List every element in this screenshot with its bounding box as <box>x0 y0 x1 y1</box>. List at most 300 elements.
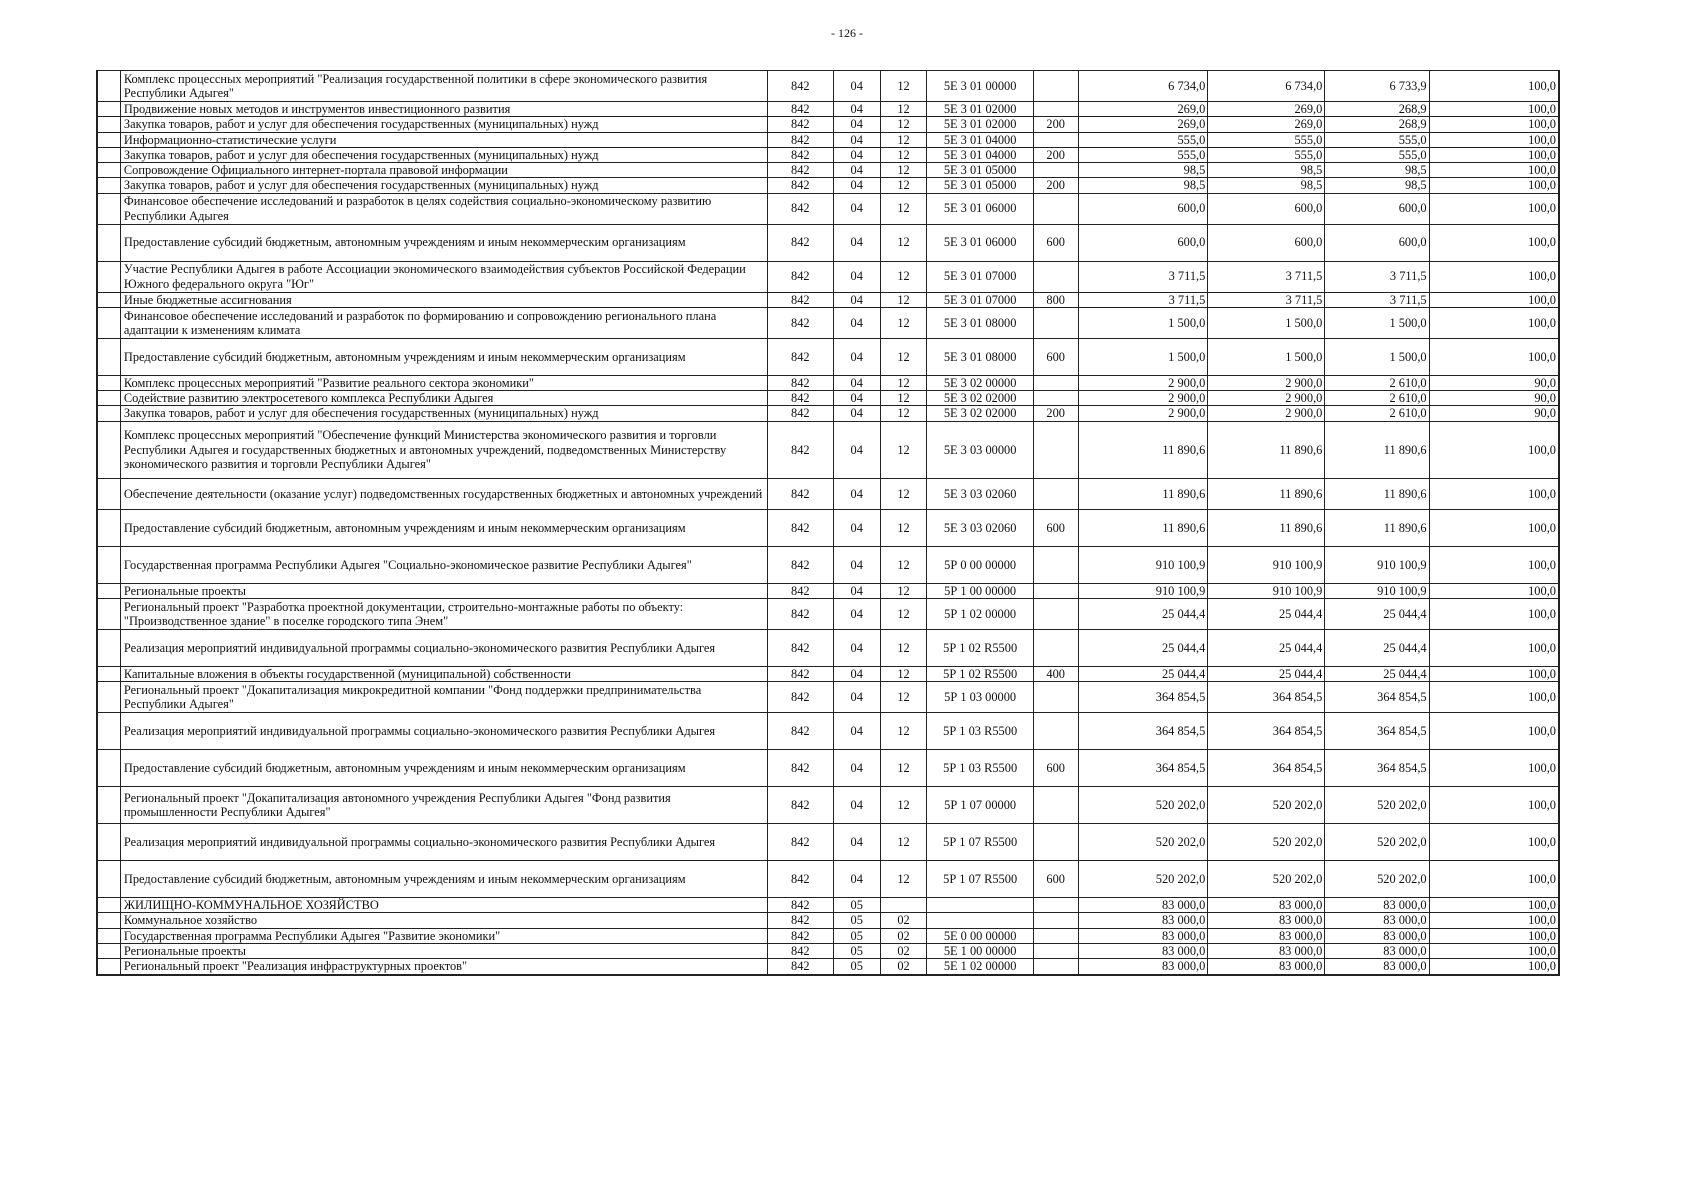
table-row <box>97 224 1559 261</box>
row-name-cell: Реализация мероприятий индивидуальной программы социально-экономического развития Республики Адыгея <box>120 824 767 861</box>
refined-amount-cell: 2 900,0 <box>1208 406 1325 421</box>
grbs-code-cell: 842 <box>767 750 833 787</box>
section-code-cell: 04 <box>833 292 880 307</box>
table-row <box>97 666 1559 681</box>
table-row <box>97 682 1559 713</box>
row-gutter <box>97 478 120 509</box>
approved-amount-cell: 555,0 <box>1078 132 1208 147</box>
section-code-cell: 04 <box>833 629 880 666</box>
expense-type-code-cell: 200 <box>1033 178 1078 193</box>
table-row <box>97 117 1559 132</box>
executed-amount-cell: 555,0 <box>1325 132 1429 147</box>
target-article-code-cell: 5Е 3 01 08000 <box>927 307 1033 338</box>
row-gutter <box>97 132 120 147</box>
execution-percent-cell: 100,0 <box>1429 959 1559 975</box>
row-gutter <box>97 629 120 666</box>
approved-amount-cell: 364 854,5 <box>1078 713 1208 750</box>
subsection-code-cell: 12 <box>880 509 927 546</box>
refined-amount-cell: 520 202,0 <box>1208 824 1325 861</box>
subsection-code-cell: 12 <box>880 375 927 390</box>
target-article-code-cell: 5Е 3 01 02000 <box>927 117 1033 132</box>
section-code-cell: 04 <box>833 598 880 629</box>
target-article-code-cell: 5Е 3 01 07000 <box>927 292 1033 307</box>
target-article-code-cell: 5Е 3 01 04000 <box>927 132 1033 147</box>
executed-amount-cell: 1 500,0 <box>1325 338 1429 375</box>
approved-amount-cell: 2 900,0 <box>1078 391 1208 406</box>
row-name-cell: Предоставление субсидий бюджетным, автономным учреждениям и иным некоммерческим организациям <box>120 338 767 375</box>
execution-percent-cell: 100,0 <box>1429 750 1559 787</box>
execution-percent-cell: 100,0 <box>1429 666 1559 681</box>
execution-percent-cell: 100,0 <box>1429 629 1559 666</box>
subsection-code-cell: 12 <box>880 224 927 261</box>
refined-amount-cell: 98,5 <box>1208 163 1325 178</box>
table-row <box>97 307 1559 338</box>
table-row <box>97 478 1559 509</box>
subsection-code-cell: 12 <box>880 682 927 713</box>
approved-amount-cell: 11 890,6 <box>1078 478 1208 509</box>
execution-percent-cell: 100,0 <box>1429 583 1559 598</box>
target-article-code-cell: 5Р 1 02 R5500 <box>927 666 1033 681</box>
grbs-code-cell: 842 <box>767 102 833 117</box>
table-row <box>97 824 1559 861</box>
section-code-cell: 04 <box>833 406 880 421</box>
approved-amount-cell: 269,0 <box>1078 102 1208 117</box>
subsection-code-cell: 12 <box>880 629 927 666</box>
section-code-cell: 04 <box>833 546 880 583</box>
grbs-code-cell: 842 <box>767 307 833 338</box>
row-name-cell: Комплекс процессных мероприятий "Развитие реального сектора экономики" <box>120 375 767 390</box>
refined-amount-cell: 11 890,6 <box>1208 509 1325 546</box>
table-row <box>97 292 1559 307</box>
expense-type-code-cell <box>1033 959 1078 975</box>
approved-amount-cell: 269,0 <box>1078 117 1208 132</box>
executed-amount-cell: 83 000,0 <box>1325 898 1429 913</box>
refined-amount-cell: 3 711,5 <box>1208 261 1325 292</box>
approved-amount-cell: 600,0 <box>1078 193 1208 224</box>
subsection-code-cell: 12 <box>880 861 927 898</box>
execution-percent-cell: 100,0 <box>1429 178 1559 193</box>
expense-type-code-cell: 800 <box>1033 292 1078 307</box>
target-article-code-cell: 5Е 3 03 00000 <box>927 421 1033 478</box>
target-article-code-cell: 5Р 0 00 00000 <box>927 546 1033 583</box>
subsection-code-cell: 12 <box>880 102 927 117</box>
approved-amount-cell: 364 854,5 <box>1078 682 1208 713</box>
grbs-code-cell: 842 <box>767 391 833 406</box>
row-gutter <box>97 102 120 117</box>
execution-percent-cell: 90,0 <box>1429 391 1559 406</box>
section-code-cell: 04 <box>833 117 880 132</box>
row-gutter <box>97 928 120 943</box>
refined-amount-cell: 25 044,4 <box>1208 598 1325 629</box>
expense-type-code-cell: 600 <box>1033 861 1078 898</box>
grbs-code-cell: 842 <box>767 583 833 598</box>
section-code-cell: 04 <box>833 71 880 102</box>
section-code-cell: 05 <box>833 943 880 958</box>
target-article-code-cell: 5Е 3 01 08000 <box>927 338 1033 375</box>
subsection-code-cell: 12 <box>880 132 927 147</box>
target-article-code-cell: 5Р 1 07 R5500 <box>927 824 1033 861</box>
approved-amount-cell: 520 202,0 <box>1078 861 1208 898</box>
executed-amount-cell: 83 000,0 <box>1325 943 1429 958</box>
grbs-code-cell: 842 <box>767 959 833 975</box>
target-article-code-cell: 5Р 1 03 R5500 <box>927 750 1033 787</box>
approved-amount-cell: 555,0 <box>1078 147 1208 162</box>
table-row <box>97 913 1559 928</box>
table-row <box>97 338 1559 375</box>
section-code-cell: 04 <box>833 224 880 261</box>
approved-amount-cell: 25 044,4 <box>1078 629 1208 666</box>
target-article-code-cell: 5Р 1 02 00000 <box>927 598 1033 629</box>
row-name-cell: Иные бюджетные ассигнования <box>120 292 767 307</box>
section-code-cell: 04 <box>833 861 880 898</box>
row-name-cell: Финансовое обеспечение исследований и разработок в целях содействия социально-экономическому развитию Республики Адыгея <box>120 193 767 224</box>
refined-amount-cell: 600,0 <box>1208 193 1325 224</box>
grbs-code-cell: 842 <box>767 824 833 861</box>
approved-amount-cell: 83 000,0 <box>1078 928 1208 943</box>
grbs-code-cell: 842 <box>767 178 833 193</box>
subsection-code-cell: 12 <box>880 71 927 102</box>
approved-amount-cell: 520 202,0 <box>1078 824 1208 861</box>
grbs-code-cell: 842 <box>767 861 833 898</box>
expense-type-code-cell <box>1033 132 1078 147</box>
target-article-code-cell: 5Е 3 01 00000 <box>927 71 1033 102</box>
target-article-code-cell: 5Е 3 01 04000 <box>927 147 1033 162</box>
execution-percent-cell: 100,0 <box>1429 261 1559 292</box>
execution-percent-cell: 100,0 <box>1429 71 1559 102</box>
expense-type-code-cell <box>1033 478 1078 509</box>
approved-amount-cell: 910 100,9 <box>1078 546 1208 583</box>
expense-type-code-cell: 600 <box>1033 338 1078 375</box>
refined-amount-cell: 2 900,0 <box>1208 375 1325 390</box>
row-name-cell: Участие Республики Адыгея в работе Ассоциации экономического взаимодействия субъектов Российской Федерации Южного федерального округа "Юг" <box>120 261 767 292</box>
section-code-cell: 05 <box>833 898 880 913</box>
executed-amount-cell: 910 100,9 <box>1325 546 1429 583</box>
execution-percent-cell: 90,0 <box>1429 375 1559 390</box>
expense-type-code-cell <box>1033 928 1078 943</box>
approved-amount-cell: 25 044,4 <box>1078 666 1208 681</box>
approved-amount-cell: 11 890,6 <box>1078 421 1208 478</box>
executed-amount-cell: 25 044,4 <box>1325 629 1429 666</box>
target-article-code-cell <box>927 898 1033 913</box>
refined-amount-cell: 1 500,0 <box>1208 307 1325 338</box>
executed-amount-cell: 11 890,6 <box>1325 509 1429 546</box>
execution-percent-cell: 100,0 <box>1429 193 1559 224</box>
row-name-cell: Финансовое обеспечение исследований и разработок по формированию и сопровождению регионального плана адаптации к изменениям климата <box>120 307 767 338</box>
executed-amount-cell: 364 854,5 <box>1325 713 1429 750</box>
subsection-code-cell: 12 <box>880 406 927 421</box>
row-name-cell: Государственная программа Республики Адыгея "Социально-экономическое развитие Республики Адыгея" <box>120 546 767 583</box>
row-name-cell: Сопровождение Официального интернет-портала правовой информации <box>120 163 767 178</box>
row-name-cell: Предоставление субсидий бюджетным, автономным учреждениям и иным некоммерческим организациям <box>120 750 767 787</box>
subsection-code-cell: 02 <box>880 943 927 958</box>
approved-amount-cell: 83 000,0 <box>1078 943 1208 958</box>
target-article-code-cell: 5Е 3 02 00000 <box>927 375 1033 390</box>
row-gutter <box>97 421 120 478</box>
executed-amount-cell: 2 610,0 <box>1325 391 1429 406</box>
target-article-code-cell: 5Е 3 01 06000 <box>927 193 1033 224</box>
executed-amount-cell: 25 044,4 <box>1325 666 1429 681</box>
grbs-code-cell: 842 <box>767 375 833 390</box>
refined-amount-cell: 269,0 <box>1208 102 1325 117</box>
refined-amount-cell: 555,0 <box>1208 132 1325 147</box>
row-gutter <box>97 824 120 861</box>
subsection-code-cell: 12 <box>880 598 927 629</box>
executed-amount-cell: 98,5 <box>1325 178 1429 193</box>
row-gutter <box>97 546 120 583</box>
row-gutter <box>97 598 120 629</box>
subsection-code-cell: 12 <box>880 163 927 178</box>
row-name-cell: Реализация мероприятий индивидуальной программы социально-экономического развития Республики Адыгея <box>120 713 767 750</box>
section-code-cell: 04 <box>833 824 880 861</box>
row-gutter <box>97 117 120 132</box>
approved-amount-cell: 910 100,9 <box>1078 583 1208 598</box>
grbs-code-cell: 842 <box>767 546 833 583</box>
table-body <box>97 71 1559 975</box>
grbs-code-cell: 842 <box>767 598 833 629</box>
refined-amount-cell: 11 890,6 <box>1208 421 1325 478</box>
row-name-cell: Реализация мероприятий индивидуальной программы социально-экономического развития Республики Адыгея <box>120 629 767 666</box>
row-gutter <box>97 943 120 958</box>
row-name-cell: Комплекс процессных мероприятий "Обеспечение функций Министерства экономического развития и торговли Республики Адыгея и государственных бюджетных и автономных учреждений, подведомственных Министерству экономического развития и торговли Республики Адыгея" <box>120 421 767 478</box>
execution-percent-cell: 100,0 <box>1429 117 1559 132</box>
section-code-cell: 04 <box>833 713 880 750</box>
approved-amount-cell: 1 500,0 <box>1078 307 1208 338</box>
approved-amount-cell: 2 900,0 <box>1078 375 1208 390</box>
row-gutter <box>97 292 120 307</box>
executed-amount-cell: 6 733,9 <box>1325 71 1429 102</box>
execution-percent-cell: 100,0 <box>1429 928 1559 943</box>
row-name-cell: Закупка товаров, работ и услуг для обеспечения государственных (муниципальных) нужд <box>120 406 767 421</box>
row-name-cell: Региональные проекты <box>120 583 767 598</box>
execution-percent-cell: 100,0 <box>1429 132 1559 147</box>
execution-percent-cell: 100,0 <box>1429 147 1559 162</box>
subsection-code-cell: 12 <box>880 787 927 824</box>
section-code-cell: 04 <box>833 750 880 787</box>
expense-type-code-cell <box>1033 943 1078 958</box>
executed-amount-cell: 910 100,9 <box>1325 583 1429 598</box>
section-code-cell: 04 <box>833 391 880 406</box>
section-code-cell: 04 <box>833 307 880 338</box>
refined-amount-cell: 83 000,0 <box>1208 898 1325 913</box>
subsection-code-cell: 12 <box>880 666 927 681</box>
section-code-cell: 04 <box>833 375 880 390</box>
target-article-code-cell: 5Е 3 02 02000 <box>927 406 1033 421</box>
target-article-code-cell: 5Е 1 00 00000 <box>927 943 1033 958</box>
grbs-code-cell: 842 <box>767 163 833 178</box>
executed-amount-cell: 520 202,0 <box>1325 824 1429 861</box>
row-name-cell: Комплекс процессных мероприятий "Реализация государственной политики в сфере экономического развития Республики Адыгея" <box>120 71 767 102</box>
refined-amount-cell: 25 044,4 <box>1208 666 1325 681</box>
row-gutter <box>97 713 120 750</box>
section-code-cell: 04 <box>833 583 880 598</box>
refined-amount-cell: 555,0 <box>1208 147 1325 162</box>
section-code-cell: 04 <box>833 338 880 375</box>
execution-percent-cell: 100,0 <box>1429 421 1559 478</box>
subsection-code-cell: 12 <box>880 750 927 787</box>
grbs-code-cell: 842 <box>767 132 833 147</box>
row-name-cell: Предоставление субсидий бюджетным, автономным учреждениям и иным некоммерческим организациям <box>120 224 767 261</box>
refined-amount-cell: 364 854,5 <box>1208 750 1325 787</box>
section-code-cell: 04 <box>833 132 880 147</box>
subsection-code-cell: 02 <box>880 959 927 975</box>
approved-amount-cell: 98,5 <box>1078 178 1208 193</box>
subsection-code-cell: 02 <box>880 928 927 943</box>
subsection-code-cell: 12 <box>880 713 927 750</box>
row-gutter <box>97 261 120 292</box>
row-name-cell: Закупка товаров, работ и услуг для обеспечения государственных (муниципальных) нужд <box>120 117 767 132</box>
executed-amount-cell: 25 044,4 <box>1325 598 1429 629</box>
table-row <box>97 163 1559 178</box>
target-article-code-cell: 5Р 1 03 00000 <box>927 682 1033 713</box>
section-code-cell: 04 <box>833 163 880 178</box>
executed-amount-cell: 520 202,0 <box>1325 861 1429 898</box>
expense-type-code-cell: 600 <box>1033 750 1078 787</box>
section-code-cell: 04 <box>833 666 880 681</box>
expense-type-code-cell <box>1033 546 1078 583</box>
target-article-code-cell <box>927 913 1033 928</box>
subsection-code-cell: 12 <box>880 546 927 583</box>
section-code-cell: 04 <box>833 102 880 117</box>
grbs-code-cell: 842 <box>767 713 833 750</box>
section-code-cell: 04 <box>833 421 880 478</box>
expense-type-code-cell: 400 <box>1033 666 1078 681</box>
section-code-cell: 05 <box>833 913 880 928</box>
table-row <box>97 787 1559 824</box>
refined-amount-cell: 269,0 <box>1208 117 1325 132</box>
subsection-code-cell: 12 <box>880 478 927 509</box>
row-gutter <box>97 375 120 390</box>
target-article-code-cell: 5Е 0 00 00000 <box>927 928 1033 943</box>
row-name-cell: Региональный проект "Разработка проектной документации, строительно-монтажные работы по объекту: "Производственное здание" в поселке городского типа Энем" <box>120 598 767 629</box>
row-name-cell: Коммунальное хозяйство <box>120 913 767 928</box>
row-gutter <box>97 583 120 598</box>
expense-type-code-cell: 200 <box>1033 147 1078 162</box>
section-code-cell: 04 <box>833 478 880 509</box>
expense-type-code-cell <box>1033 261 1078 292</box>
expense-type-code-cell: 200 <box>1033 406 1078 421</box>
section-code-cell: 04 <box>833 178 880 193</box>
grbs-code-cell: 842 <box>767 898 833 913</box>
row-gutter <box>97 193 120 224</box>
target-article-code-cell: 5Е 3 01 05000 <box>927 163 1033 178</box>
expense-type-code-cell <box>1033 71 1078 102</box>
row-name-cell: Региональные проекты <box>120 943 767 958</box>
target-article-code-cell: 5Р 1 02 R5500 <box>927 629 1033 666</box>
grbs-code-cell: 842 <box>767 117 833 132</box>
expense-type-code-cell <box>1033 375 1078 390</box>
refined-amount-cell: 83 000,0 <box>1208 928 1325 943</box>
page-number: - 126 - <box>831 26 863 40</box>
row-gutter <box>97 307 120 338</box>
execution-percent-cell: 100,0 <box>1429 224 1559 261</box>
refined-amount-cell: 364 854,5 <box>1208 713 1325 750</box>
executed-amount-cell: 364 854,5 <box>1325 682 1429 713</box>
expense-type-code-cell: 600 <box>1033 224 1078 261</box>
subsection-code-cell: 12 <box>880 338 927 375</box>
approved-amount-cell: 25 044,4 <box>1078 598 1208 629</box>
expense-type-code-cell <box>1033 898 1078 913</box>
executed-amount-cell: 3 711,5 <box>1325 292 1429 307</box>
table-row <box>97 178 1559 193</box>
executed-amount-cell: 2 610,0 <box>1325 375 1429 390</box>
table-row <box>97 546 1559 583</box>
table-row <box>97 102 1559 117</box>
approved-amount-cell: 6 734,0 <box>1078 71 1208 102</box>
refined-amount-cell: 910 100,9 <box>1208 583 1325 598</box>
table-row <box>97 861 1559 898</box>
expense-type-code-cell: 200 <box>1033 117 1078 132</box>
subsection-code-cell: 12 <box>880 193 927 224</box>
expense-type-code-cell <box>1033 682 1078 713</box>
subsection-code-cell: 12 <box>880 824 927 861</box>
table-row <box>97 713 1559 750</box>
expense-type-code-cell <box>1033 102 1078 117</box>
executed-amount-cell: 2 610,0 <box>1325 406 1429 421</box>
execution-percent-cell: 100,0 <box>1429 307 1559 338</box>
target-article-code-cell: 5Е 3 03 02060 <box>927 478 1033 509</box>
grbs-code-cell: 842 <box>767 787 833 824</box>
subsection-code-cell: 12 <box>880 261 927 292</box>
table-row <box>97 509 1559 546</box>
table-row <box>97 391 1559 406</box>
executed-amount-cell: 11 890,6 <box>1325 478 1429 509</box>
row-gutter <box>97 898 120 913</box>
row-gutter <box>97 71 120 102</box>
subsection-code-cell: 12 <box>880 583 927 598</box>
approved-amount-cell: 1 500,0 <box>1078 338 1208 375</box>
grbs-code-cell: 842 <box>767 224 833 261</box>
grbs-code-cell: 842 <box>767 943 833 958</box>
table-row <box>97 71 1559 102</box>
table-row <box>97 375 1559 390</box>
executed-amount-cell: 268,9 <box>1325 102 1429 117</box>
approved-amount-cell: 98,5 <box>1078 163 1208 178</box>
row-gutter <box>97 787 120 824</box>
refined-amount-cell: 98,5 <box>1208 178 1325 193</box>
expense-type-code-cell <box>1033 598 1078 629</box>
row-name-cell: Обеспечение деятельности (оказание услуг) подведомственных государственных бюджетных и автономных учреждений <box>120 478 767 509</box>
executed-amount-cell: 83 000,0 <box>1325 913 1429 928</box>
execution-percent-cell: 100,0 <box>1429 102 1559 117</box>
table-row <box>97 629 1559 666</box>
row-name-cell: Региональный проект "Докапитализация автономного учреждения Республики Адыгея "Фонд развития промышленности Республики Адыгея" <box>120 787 767 824</box>
execution-percent-cell: 100,0 <box>1429 913 1559 928</box>
row-gutter <box>97 391 120 406</box>
target-article-code-cell: 5Р 1 00 00000 <box>927 583 1033 598</box>
grbs-code-cell: 842 <box>767 509 833 546</box>
row-name-cell: Информационно-статистические услуги <box>120 132 767 147</box>
row-gutter <box>97 163 120 178</box>
table-row <box>97 261 1559 292</box>
row-name-cell: Капитальные вложения в объекты государственной (муниципальной) собственности <box>120 666 767 681</box>
subsection-code-cell: 12 <box>880 178 927 193</box>
refined-amount-cell: 83 000,0 <box>1208 959 1325 975</box>
expense-type-code-cell <box>1033 163 1078 178</box>
refined-amount-cell: 83 000,0 <box>1208 943 1325 958</box>
row-gutter <box>97 666 120 681</box>
grbs-code-cell: 842 <box>767 71 833 102</box>
target-article-code-cell: 5Е 3 01 07000 <box>927 261 1033 292</box>
refined-amount-cell: 910 100,9 <box>1208 546 1325 583</box>
executed-amount-cell: 364 854,5 <box>1325 750 1429 787</box>
expense-type-code-cell <box>1033 824 1078 861</box>
executed-amount-cell: 268,9 <box>1325 117 1429 132</box>
section-code-cell: 04 <box>833 261 880 292</box>
section-code-cell: 05 <box>833 959 880 975</box>
approved-amount-cell: 3 711,5 <box>1078 292 1208 307</box>
execution-percent-cell: 100,0 <box>1429 787 1559 824</box>
executed-amount-cell: 98,5 <box>1325 163 1429 178</box>
